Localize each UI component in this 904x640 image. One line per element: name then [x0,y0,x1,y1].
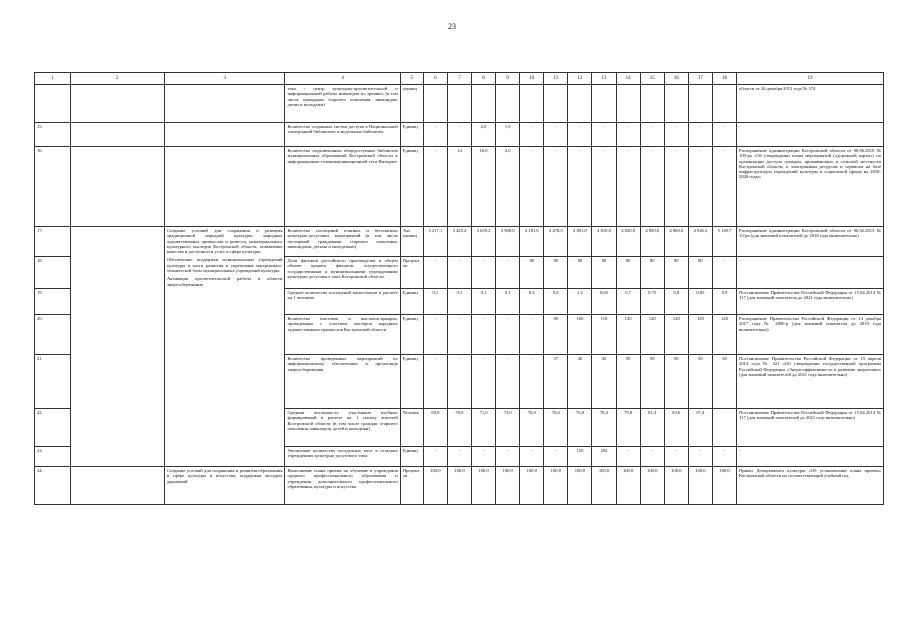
value-cell: 0,65 [592,289,616,315]
value-cell: 100,0 [688,467,712,505]
row-number: 19. [35,289,71,315]
value-cell: 0,7 [616,289,640,315]
value-cell: 100,0 [664,467,688,505]
header-cell: 4 [285,73,400,85]
empty-cell [70,227,164,467]
value-cell: 120 [640,315,664,355]
header-cell: 14 [616,73,640,85]
header-cell: 13 [592,73,616,85]
table-row [35,147,884,227]
unit-cell: единиц [400,85,423,123]
row-number: 24. [35,467,71,505]
value-cell [712,409,736,447]
value-cell: 71,0 [472,409,496,447]
row-number: 18. [35,257,71,289]
value-cell: - [712,147,736,227]
indicator-name: Количество проведенных мероприятий по информационному обеспечению и пропаганде энергосбережения [285,355,400,409]
value-cell: 0,1 [472,289,496,315]
value-cell: 1,2 [568,289,592,315]
value-cell: - [423,315,447,355]
value-cell: - [447,355,471,409]
unit-cell: Процентов [400,467,423,505]
value-cell: - [447,123,471,147]
value-cell: 120 [616,315,640,355]
value-cell: 4 820,0 [616,227,640,257]
header-cell: 11 [544,73,568,85]
source-cell: Распоряжение Правительства Российской Федерации от 14 декабря 2017 года № 2800-р (для значений показателя до 2019 года включительно) [737,315,884,355]
indicator-name: Количество посещений платных и бесплатных культурно-досуговых мероприятий (в том числе посещений гражданами старшего поколения, инвалидами, детьми и молодежью) [285,227,400,257]
value-cell: 80 [520,257,544,289]
value-cell: - [447,315,471,355]
value-cell: 0,4 [520,289,544,315]
value-cell: 3 217,1 [423,227,447,257]
value-cell: - [712,257,736,289]
empty-cell [164,85,285,123]
value-cell: 80 [616,257,640,289]
indicator-name: Количество выставок и выставок-ярмарок, проведенных с участием мастеров народных художественных промыслов Костромской области [285,315,400,355]
empty-cell [70,123,164,147]
value-cell: 0,1 [496,289,520,315]
value-cell: 4 860,0 [664,227,688,257]
value-cell [423,85,447,123]
header-row [35,73,884,85]
value-cell: - [447,257,471,289]
table-row [35,467,884,505]
value-cell: - [712,447,736,467]
value-cell: - [520,123,544,147]
header-cell: 19 [737,73,884,85]
value-cell [447,85,471,123]
value-cell: 100,0 [640,467,664,505]
value-cell: - [616,123,640,147]
value-cell: 80 [640,257,664,289]
header-cell: 15 [640,73,664,85]
table-row [35,123,884,147]
value-cell: - [568,123,592,147]
value-cell: - [616,147,640,227]
value-cell: 100,0 [447,467,471,505]
value-cell: - [664,123,688,147]
value-cell: - [664,447,688,467]
value-cell: 100,0 [472,467,496,505]
unit-cell: Единиц [400,447,423,467]
value-cell: 4 850,0 [640,227,664,257]
value-cell [568,85,592,123]
value-cell: - [640,147,664,227]
value-cell: 80 [544,315,568,355]
value-cell: 100,0 [712,467,736,505]
value-cell: - [688,147,712,227]
source-cell: Постановление Правительства Российской Федерации от 15.04.2014 № 317 (для значений показателя до 2021 года включительно) [737,289,884,315]
value-cell: 110 [592,315,616,355]
task-cell: Создание условий для сохранения и развития образования в сфере культуры и искусства, поддержки молодых дарований [164,467,285,505]
value-cell: 14 [447,147,471,227]
source-cell: Постановление Правительства Российской Федерации от 15.04.2014 № 317 (для значений показателей до 2021 года включительно) [737,409,884,447]
header-cell: 1 [35,73,71,85]
header-cell: 5 [400,73,423,85]
value-cell: - [472,355,496,409]
value-cell: 150 [568,447,592,467]
row-number: 15. [35,123,71,147]
row-number: 21. [35,355,71,409]
indicator-name: Увеличение количества посадочных мест в сельских учреждениях культурно-досугового типа [285,447,400,467]
value-cell: 79,8 [616,409,640,447]
empty-cell [70,85,164,123]
value-cell: 0,1 [447,289,471,315]
value-cell: 78,3 [592,409,616,447]
value-cell: 100,0 [423,467,447,505]
value-cell: 37 [544,355,568,409]
source-cell: Распоряжение администрации Костромской области от 06.02.2013 № 15-ра (для значений показателей до 2018 года включительно) [737,227,884,257]
value-cell: 3 908,0 [496,227,520,257]
value-cell: 73,0 [496,409,520,447]
value-cell: 87,4 [688,409,712,447]
value-cell: 81,3 [640,409,664,447]
unit-cell: Единиц [400,355,423,409]
value-cell: 69,0 [423,409,447,447]
source-cell: - [737,447,884,467]
value-cell: - [520,447,544,467]
value-cell: 2,0 [472,123,496,147]
value-cell: 80 [592,257,616,289]
header-cell: 3 [164,73,285,85]
value-cell: 4 926,3 [688,227,712,257]
value-cell: 0,75 [640,289,664,315]
row-number: 22. [35,409,71,447]
value-cell [544,85,568,123]
value-cell: 100,0 [568,467,592,505]
value-cell: 4 181,6 [520,227,544,257]
value-cell: 50 [640,355,664,409]
indicator-name: Количество подключенных общедоступных библиотек муниципальных образований Костромской области к информационно-телекоммуникационной сети Интернет [285,147,400,227]
value-cell: 45 [592,355,616,409]
value-cell: - [496,257,520,289]
value-cell [592,85,616,123]
header-cell: 2 [70,73,164,85]
value-cell: 120 [712,315,736,355]
header-cell: 12 [568,73,592,85]
table-row [35,227,884,257]
source-cell: - [737,123,884,147]
value-cell: - [520,147,544,227]
value-cell: 100,0 [520,467,544,505]
value-cell: 0,8 [664,289,688,315]
value-cell: - [472,447,496,467]
value-cell: - [664,147,688,227]
value-cell: - [423,147,447,227]
indicator-name: Количество созданных систем доступа к Национальной электронной библиотеке и модельных библиотек [285,123,400,147]
value-cell: - [544,147,568,227]
value-cell [616,85,640,123]
value-cell: 0,1 [423,289,447,315]
value-cell: 80 [664,257,688,289]
value-cell: 100,0 [544,467,568,505]
value-cell: 76,0 [520,409,544,447]
unit-cell: Единиц [400,147,423,227]
row-number: 16. [35,147,71,227]
value-cell: - [472,315,496,355]
value-cell: - [496,355,520,409]
value-cell: 76,0 [544,409,568,447]
source-cell: Постановление Правительства Российской Федерации от 15 апреля 2014 года № 321 «Об утверждении государственной программы Российской Федерации «Энергоэффективность и развитие энергетики» (для значений показателей до 2021 года включительно) [737,355,884,409]
value-cell [496,85,520,123]
value-cell: - [520,355,544,409]
value-cell: - [472,257,496,289]
header-cell: 17 [688,73,712,85]
indicator-name: тека - центр культурно-просветительной и информационной работы инвалидов по зрению» (в том числе гражданам старшего поколения, инвалидам, детям и молодежи) [285,85,400,123]
value-cell [520,85,544,123]
value-cell: - [423,355,447,409]
header-cell: 16 [664,73,688,85]
value-cell: - [423,257,447,289]
value-cell: 3 659,2 [472,227,496,257]
value-cell [712,85,736,123]
value-cell [664,85,688,123]
row-number: 20. [35,315,71,355]
indicator-name: Средняя численность участников клубных формирований в расчете на 1 тысячу жителей Костромской области (в том числе граждан старшего поколения, инвалидов, детей и молодежи) [285,409,400,447]
value-cell: 4 478,5 [544,227,568,257]
row-number: 23. [35,447,71,467]
value-cell: - [688,123,712,147]
source-cell: - [737,257,884,289]
unit-cell: Человек [400,409,423,447]
value-cell: 80 [544,257,568,289]
unit-cell: Тыс. единиц [400,227,423,257]
header-cell: 9 [496,73,520,85]
page-number: 23 [448,22,456,31]
value-cell: 100,0 [592,467,616,505]
value-cell: 4 801,0 [568,227,592,257]
source-cell: Приказ Департамента культуры «Об установлении плана приема» Костромской области на соответствующий учебный год [737,467,884,505]
empty-cell [164,147,285,227]
unit-cell: Единиц [400,123,423,147]
value-cell [688,85,712,123]
value-cell: - [616,447,640,467]
task-paragraph: Активация просветительской работы в области энергосбережения [166,276,283,287]
header-cell: 8 [472,73,496,85]
unit-cell: Единиц [400,289,423,315]
indicator-name: Доля фильмов российского производства в общем объеме проката фильмов, осуществленного государственным и муниципальными учреждениями культурно-досугового типа Костромской области [285,257,400,289]
value-cell: 83,6 [664,409,688,447]
value-cell: 294 [592,447,616,467]
value-cell: - [688,447,712,467]
value-cell [472,85,496,123]
value-cell: 100,0 [616,467,640,505]
value-cell: 50 [688,355,712,409]
indicator-name: Среднее количество посещений киносеансов в расчете на 1 человека [285,289,400,315]
value-cell: - [712,123,736,147]
value-cell: 76,8 [568,409,592,447]
value-cell: 2,0 [496,147,520,227]
value-cell: - [496,315,520,355]
value-cell: 0,6 [544,289,568,315]
value-cell: 40 [568,355,592,409]
value-cell: - [447,447,471,467]
value-cell: 50 [712,355,736,409]
value-cell: - [520,315,544,355]
header-cell: 6 [423,73,447,85]
value-cell: 0,9 [712,289,736,315]
unit-cell: Процентов [400,257,423,289]
value-cell: - [568,147,592,227]
value-cell: - [544,123,568,147]
task-paragraph: Обеспечение поддержки муниципальных учреждений культуры в части развития и укрепления материально-технической базы муниципальных учреждений культуры. [166,257,283,274]
value-cell: 3 429,4 [447,227,471,257]
value-cell: - [423,447,447,467]
value-cell: 70,0 [447,409,471,447]
value-cell: - [496,447,520,467]
value-cell: 120 [664,315,688,355]
value-cell: 80 [688,257,712,289]
value-cell: - [592,147,616,227]
header-cell: 10 [520,73,544,85]
value-cell: 5 149,7 [712,227,736,257]
value-cell: - [423,123,447,147]
task-cell [164,227,285,467]
empty-cell [70,467,164,505]
unit-cell: Единиц [400,315,423,355]
value-cell: 120 [688,315,712,355]
empty-cell [70,147,164,227]
value-cell: - [592,123,616,147]
source-cell: области от 26 декабря 2012 года № 374 [737,85,884,123]
indicator-name: Выполнение плана приема на обучение в учреждения среднего профессионального образования и учреждения дополнительного профессионального образования, культуры и искусства [285,467,400,505]
header-cell: 18 [712,73,736,85]
value-cell: 50 [616,355,640,409]
value-cell: 80 [568,257,592,289]
table-body [35,73,884,505]
value-cell: 16,0 [472,147,496,227]
value-cell: - [640,447,664,467]
value-cell: 100,0 [496,467,520,505]
task-paragraph: Создание условий для сохранения и развития традиционной народной культуры, народных художественных промыслов и ремесел, нематериального культурного наследия Костромской области, повышение качества и доступности услуг в сфере культуры. [166,228,283,255]
value-cell: 100 [568,315,592,355]
source-cell: Распоряжение администрации Костромской области от 08.06.2018 № 109-ра «Об утверждении плана мероприятий («дорожной карты») по организации доступа граждан, проживающих в сельской местности Костромской области, к электронным ресурсам и сервисам на базе инфраструктуры учреждений культуры и социальной сферы на 2018-2020 годы» [737,147,884,227]
value-cell [640,85,664,123]
empty-cell [164,123,285,147]
table-row [35,85,884,123]
row-number [35,85,71,123]
value-cell: 4 810,0 [592,227,616,257]
value-cell: 50 [664,355,688,409]
value-cell: - [640,123,664,147]
value-cell: 1,0 [496,123,520,147]
header-cell: 7 [447,73,471,85]
row-number: 17. [35,227,71,257]
value-cell: - [544,447,568,467]
indicators-table [34,72,884,505]
value-cell: 0,85 [688,289,712,315]
